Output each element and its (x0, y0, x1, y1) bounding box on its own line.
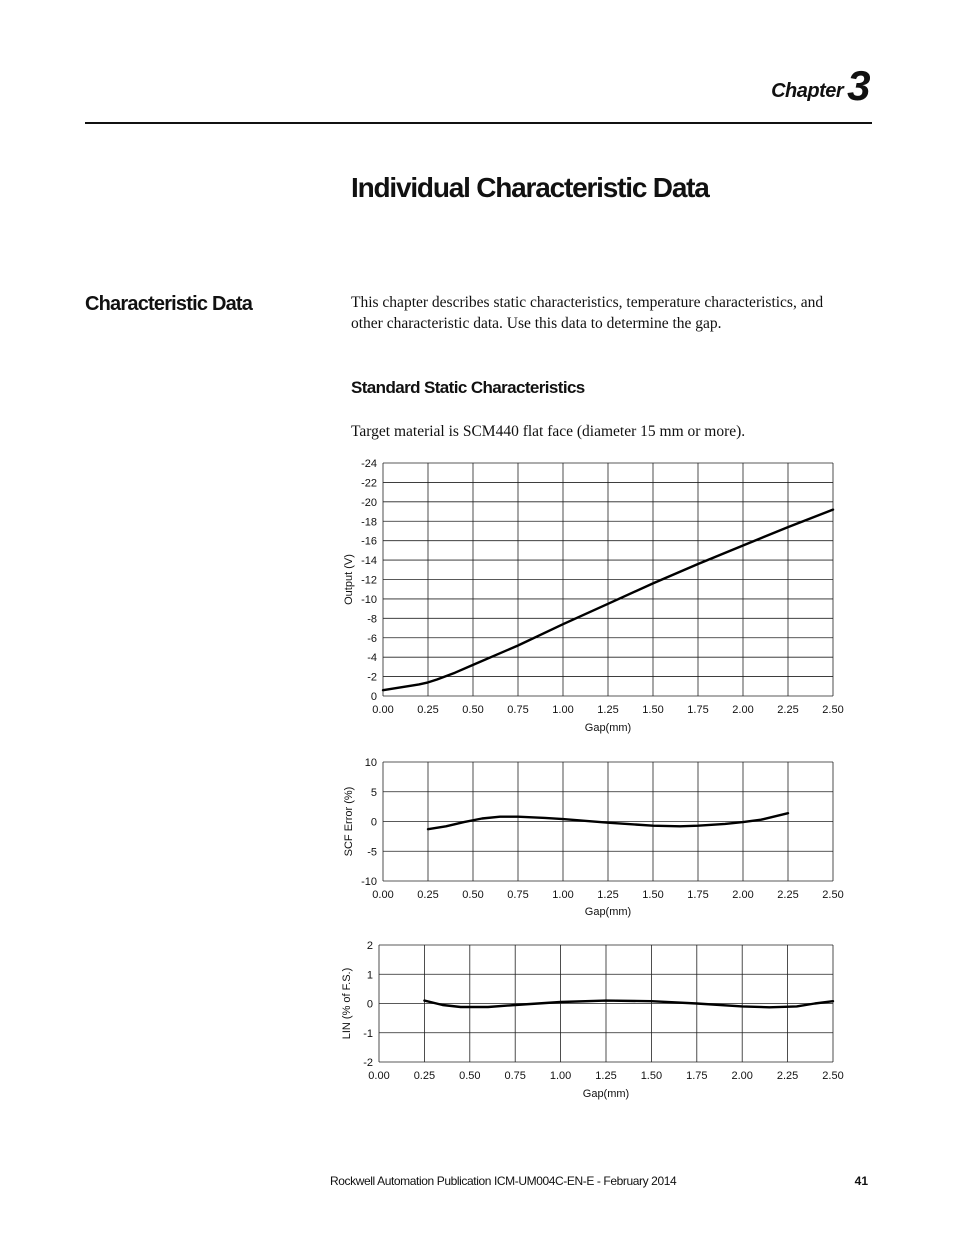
x-tick-label: 1.00 (549, 1070, 572, 1082)
y-tick-label: -2 (363, 1057, 373, 1069)
y-tick-label: -8 (367, 613, 377, 626)
x-tick-label: 1.50 (642, 889, 664, 901)
y-tick-label: -6 (367, 632, 377, 645)
x-tick-label: 1.50 (640, 1070, 663, 1082)
x-tick-label: 2.25 (777, 704, 799, 716)
x-tick-label: 0.25 (417, 704, 439, 716)
x-tick-label: 0.75 (504, 1070, 526, 1082)
x-tick-label: 1.75 (687, 889, 709, 901)
chapter-number: 3 (847, 62, 870, 109)
data-series-line (424, 1001, 833, 1008)
y-tick-label: -20 (361, 496, 377, 509)
y-tick-label: -2 (367, 671, 377, 684)
x-tick-label: 2.50 (822, 704, 844, 716)
section-heading: Characteristic Data (85, 293, 253, 315)
y-tick-label: 2 (366, 940, 373, 952)
x-tick-label: 0.25 (417, 889, 439, 901)
x-tick-label: 0.50 (462, 889, 484, 901)
y-axis-label: Output (V) (343, 554, 355, 605)
x-tick-label: 1.75 (686, 1070, 708, 1082)
y-tick-label: -18 (361, 516, 377, 529)
x-tick-label: 1.00 (552, 889, 574, 901)
target-material-note: Target material is SCM440 flat face (diameter 15 mm or more). (351, 423, 746, 440)
x-tick-label: 0.00 (372, 704, 394, 716)
intro-paragraph: This chapter describes static characteristics, temperature characteristics, and other characteristic data. Use this data to determine the gap. (351, 294, 824, 332)
x-tick-label: 0.25 (413, 1070, 436, 1082)
y-tick-label: 0 (370, 691, 377, 703)
x-tick-label: 1.00 (552, 704, 574, 716)
x-tick-label: 1.25 (597, 704, 619, 716)
y-axis-label: LIN (% of F.S.) (341, 967, 353, 1040)
y-tick-label: -22 (361, 477, 377, 490)
y-tick-label: 1 (366, 969, 373, 982)
x-axis-label: Gap(mm) (582, 1088, 630, 1100)
y-tick-label: -10 (361, 876, 377, 888)
y-tick-label: -12 (361, 574, 377, 587)
footer-page-number: 41 (854, 1174, 868, 1188)
subsection-heading: Standard Static Characteristics (351, 378, 585, 397)
x-tick-label: 0.00 (372, 889, 394, 901)
y-tick-label: -24 (361, 458, 377, 470)
x-tick-label: 1.75 (687, 704, 709, 716)
x-tick-label: 0.50 (462, 704, 484, 716)
y-tick-label: -10 (361, 593, 377, 606)
page-title: Individual Characteristic Data (351, 172, 709, 203)
y-axis-label: SCF Error (%) (343, 786, 355, 857)
x-tick-label: 1.50 (642, 704, 664, 716)
x-tick-label: 2.25 (777, 889, 799, 901)
x-axis-label: Gap(mm) (584, 906, 632, 918)
x-tick-label: 2.00 (732, 704, 754, 716)
y-tick-label: 10 (364, 757, 377, 769)
x-tick-label: 1.25 (597, 889, 619, 901)
footer-publication: Rockwell Automation Publication ICM-UM004C-EN-E - February 2014 (330, 1174, 677, 1188)
x-tick-label: 2.00 (731, 1070, 753, 1082)
y-tick-label: -14 (361, 555, 377, 568)
y-tick-label: 0 (366, 998, 373, 1011)
y-tick-label: 0 (370, 816, 377, 829)
x-axis-label: Gap(mm) (584, 722, 632, 734)
x-tick-label: 0.50 (459, 1070, 481, 1082)
chapter-word: Chapter (771, 80, 844, 102)
y-tick-label: -5 (367, 846, 377, 859)
y-tick-label: -4 (367, 652, 377, 665)
y-tick-label: 5 (370, 786, 377, 799)
y-tick-label: -16 (361, 535, 377, 548)
x-tick-label: 0.75 (507, 889, 529, 901)
x-tick-label: 0.00 (368, 1070, 390, 1082)
x-tick-label: 0.75 (507, 704, 529, 716)
x-tick-label: 2.50 (822, 1070, 844, 1082)
x-tick-label: 2.00 (732, 889, 754, 901)
x-tick-label: 2.50 (822, 889, 844, 901)
x-tick-label: 1.25 (595, 1070, 617, 1082)
y-tick-label: -1 (363, 1027, 373, 1040)
x-tick-label: 2.25 (776, 1070, 799, 1082)
